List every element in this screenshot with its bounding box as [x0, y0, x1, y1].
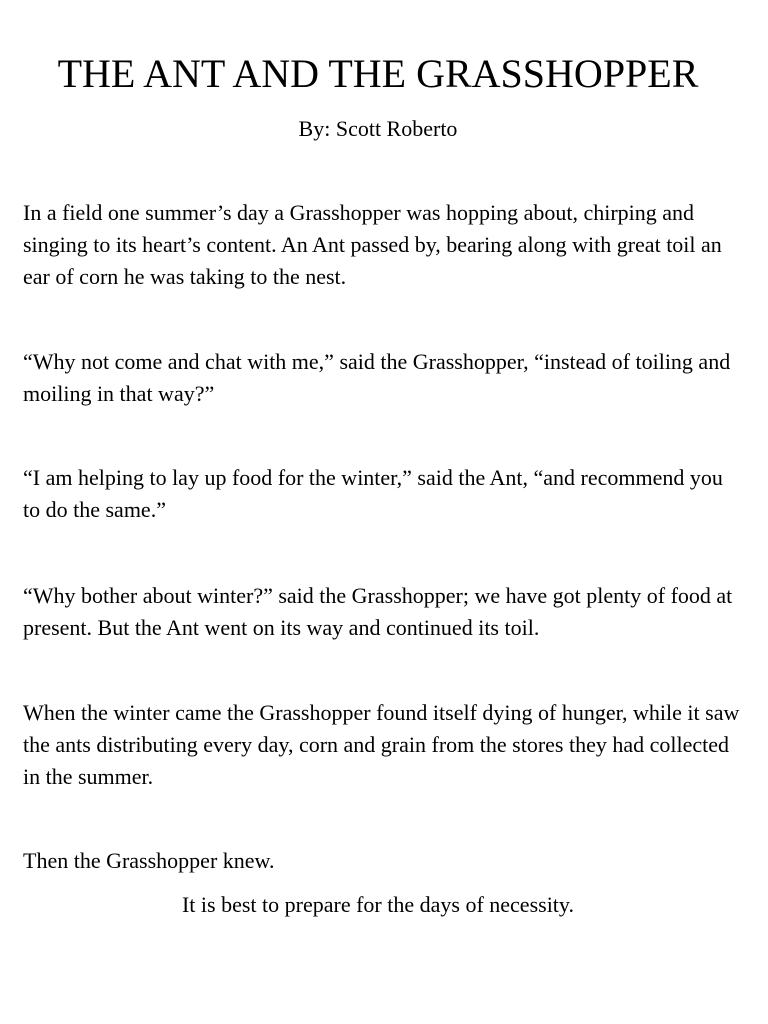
document-title: THE ANT AND THE GRASSHOPPER	[57, 51, 699, 96]
paragraph: “Why not come and chat with me,” said the Grasshopper, “instead of toiling and moiling in that way?”	[23, 349, 731, 406]
paragraph: In a field one summer’s day a Grasshopper was hopping about, chirping and singing to its heart’s content. An Ant passed by, bearing along with great toil an ear of corn he was taking to the nest.	[23, 200, 722, 289]
author-byline: By: Scott Roberto	[298, 116, 458, 141]
paragraph: “I am helping to lay up food for the winter,” said the Ant, “and recommend you to do the same.”	[23, 465, 723, 522]
paragraph: When the winter came the Grasshopper found itself dying of hunger, while it saw the ants distributing every day, corn and grain from the stores they had collected in the summer.	[23, 700, 740, 789]
story-moral: It is best to prepare for the days of necessity.	[181, 892, 574, 917]
paragraph: Then the Grasshopper knew.	[23, 848, 275, 873]
paragraph: “Why bother about winter?” said the Grasshopper; we have got plenty of food at present. But the Ant went on its way and continued its toil.	[23, 583, 733, 640]
